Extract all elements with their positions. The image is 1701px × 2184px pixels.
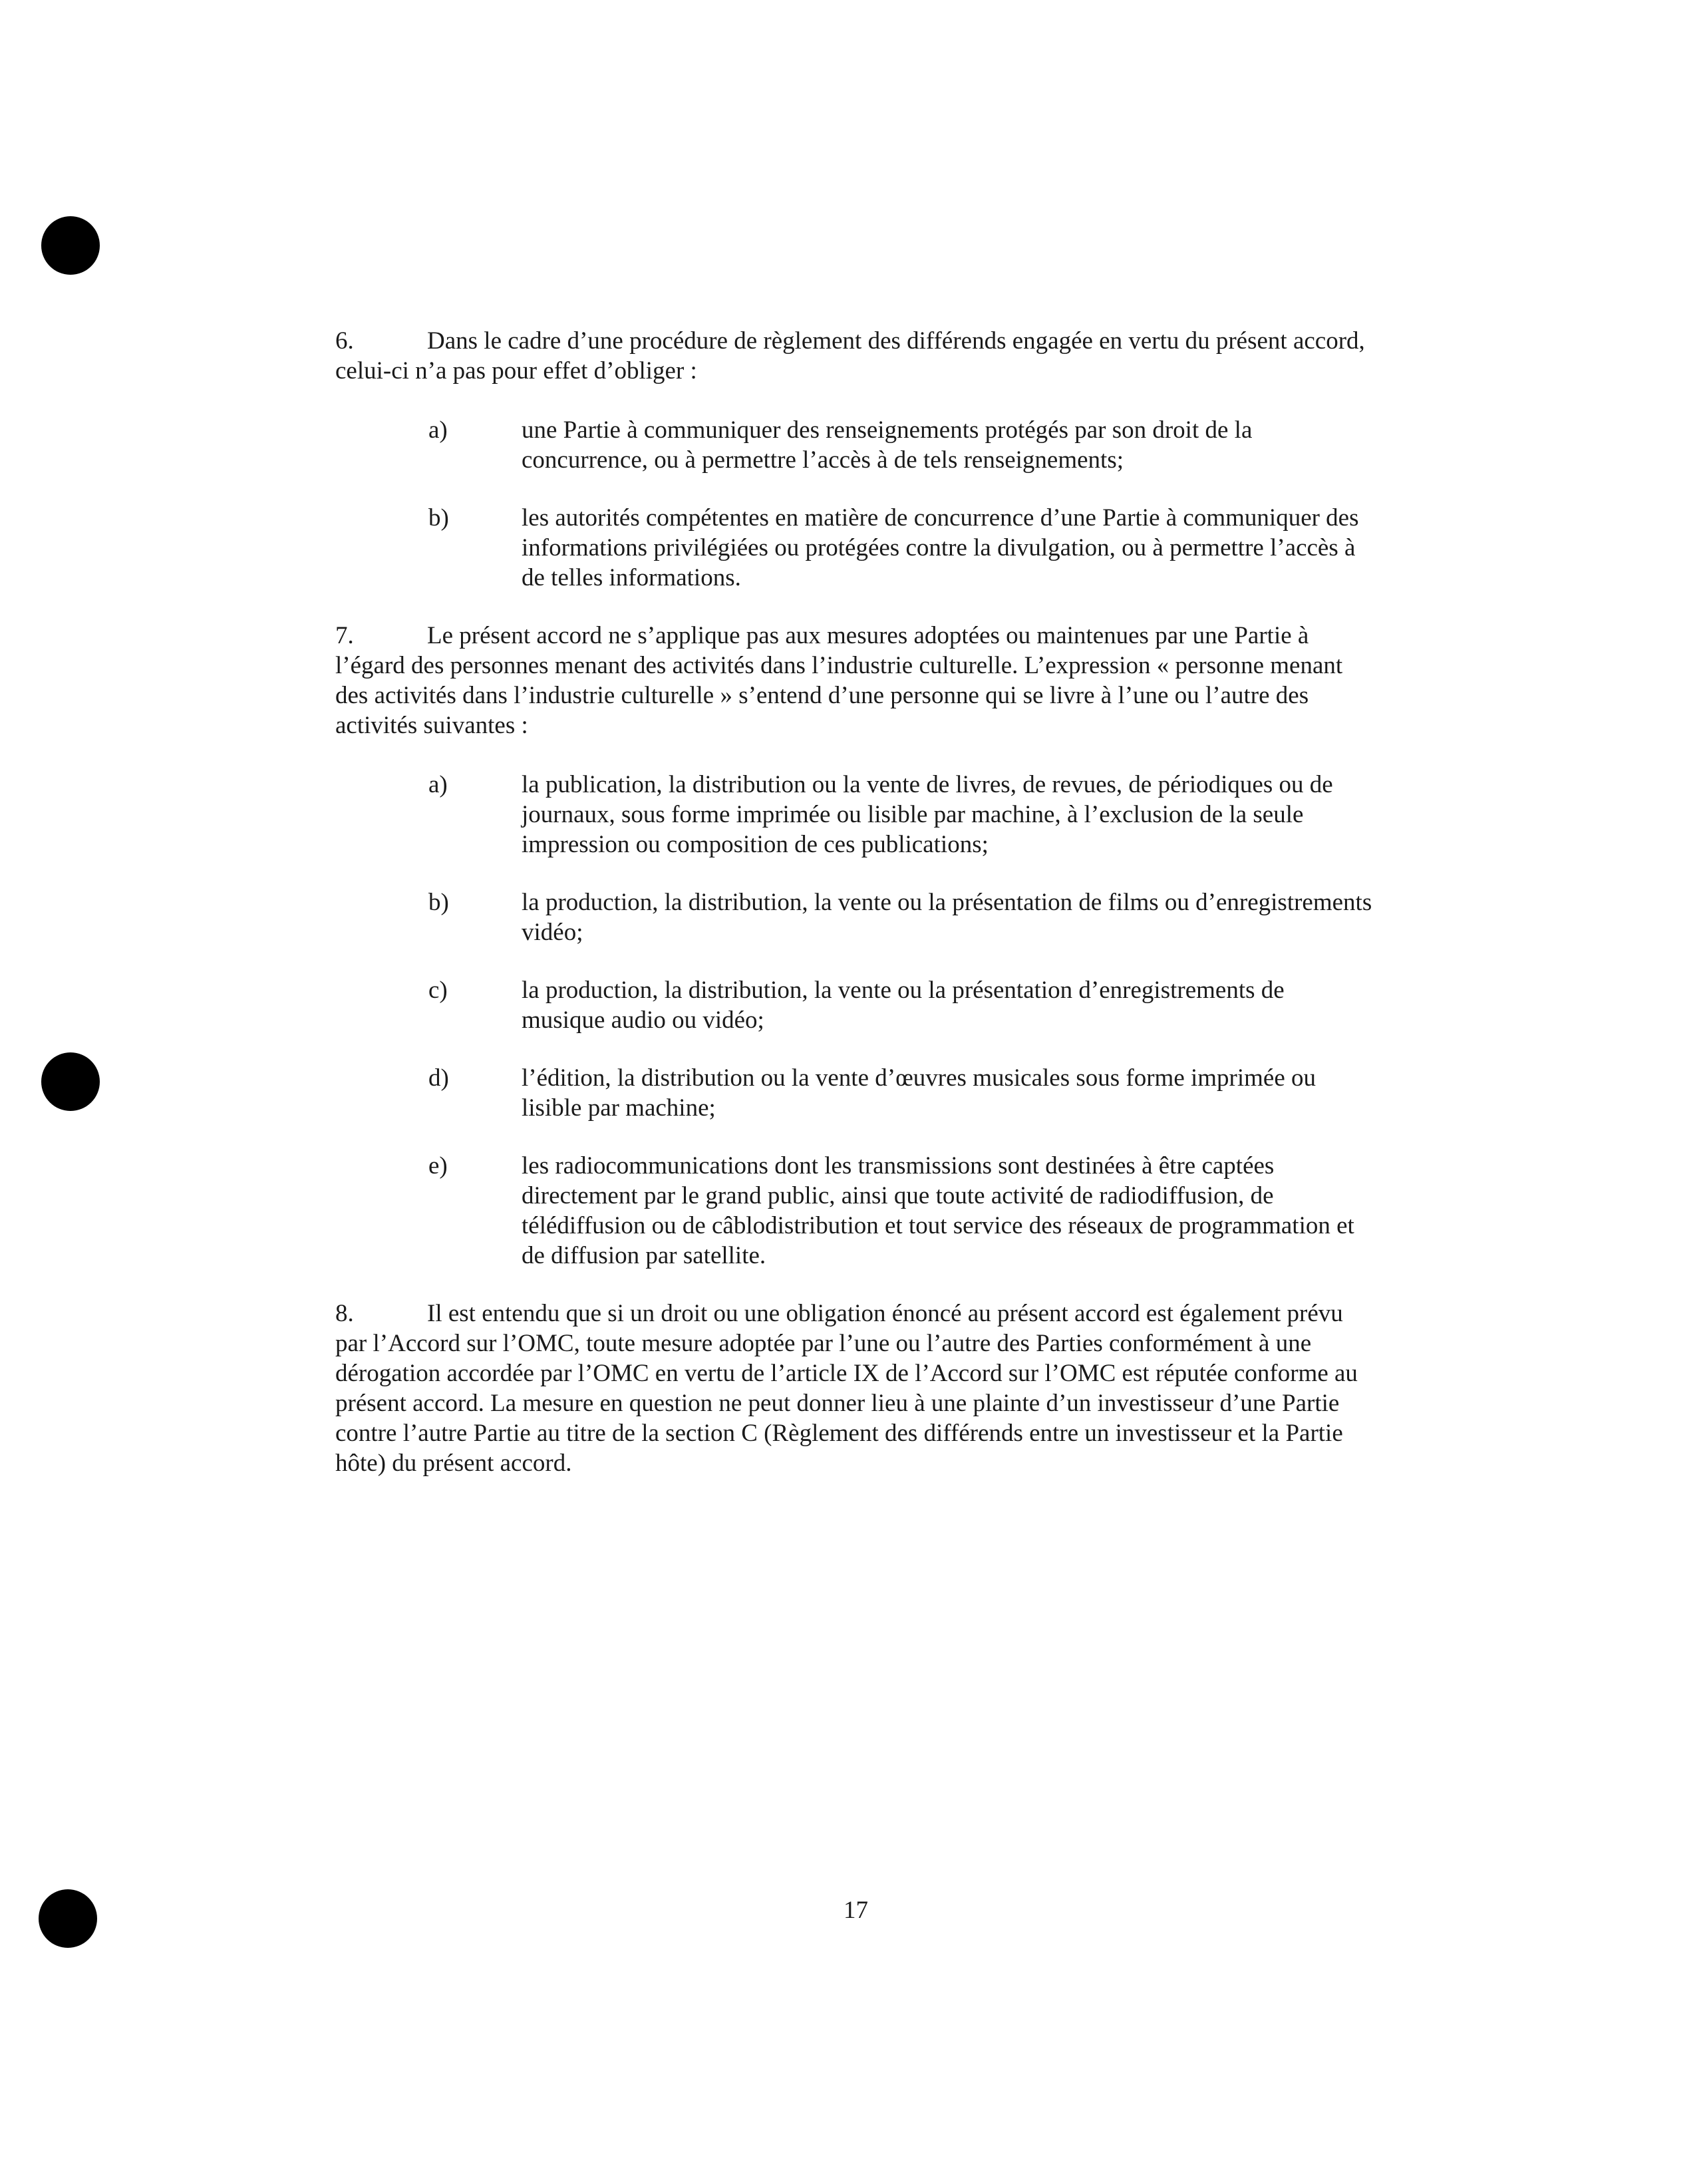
item-text: la publication, la distribution ou la vente de livres, de revues, de périodiques ou de journaux, sous forme imprimée ou lisible par machine, à l’exclusion de la seule impression ou composition de ces publications; [522, 771, 1333, 858]
paragraph-number: 6. [335, 327, 354, 355]
paragraph-text: Dans le cadre d’une procédure de règlement des différends engagée en vertu du présent accord, celui-ci n’a pas pour effet d’obliger : [335, 327, 1365, 385]
paragraph-text: Il est entendu que si un droit ou une obligation énoncé au présent accord est également prévu par l’Accord sur l’OMC, toute mesure adoptée par l’une ou l’autre des Parties conformément à une dérogation accordée par l’OMC en vertu de l’article IX de l’Accord sur l’OMC est réputée conforme au présent accord. La mesure en question ne peut donner lieu à une plainte d’un investisseur d’une Partie contre l’autre Partie au titre de la section C (Règlement des différends entre un investisseur et la Partie hôte) du présent accord. [335, 1300, 1358, 1477]
item-label: c) [428, 977, 448, 1004]
document-body [335, 326, 1373, 1478]
paragraph-6-items [427, 415, 1373, 593]
paragraph-number: 7. [335, 622, 354, 649]
list-item [427, 770, 1373, 859]
list-item [427, 503, 1373, 593]
item-text: les autorités compétentes en matière de concurrence d’une Partie à communiquer des informations privilégiées ou protégées contre la divulgation, ou à permettre l’accès à de telles informations. [522, 504, 1359, 591]
item-text: la production, la distribution, la vente ou la présentation de films ou d’enregistrements vidéo; [522, 889, 1372, 946]
item-label: a) [428, 771, 448, 798]
item-label: e) [428, 1152, 448, 1179]
punch-hole [41, 216, 100, 275]
paragraph-7-items [427, 770, 1373, 1271]
list-item [427, 887, 1373, 947]
list-item [427, 975, 1373, 1035]
paragraph-7 [335, 621, 1373, 740]
item-text: les radiocommunications dont les transmissions sont destinées à être captées directement par le grand public, ainsi que toute activité de radiodiffusion, de télédiffusion ou de câblodistribution et tout service des réseaux de programmation et de diffusion par satellite. [522, 1152, 1354, 1269]
paragraph-6 [335, 326, 1373, 386]
item-label: b) [428, 889, 449, 916]
item-text: la production, la distribution, la vente ou la présentation d’enregistrements de musique audio ou vidéo; [522, 977, 1285, 1034]
item-label: b) [428, 504, 449, 532]
item-text: une Partie à communiquer des renseignements protégés par son droit de la concurrence, ou à permettre l’accès à de tels renseignements; [522, 416, 1253, 474]
list-item [427, 1151, 1373, 1271]
list-item [427, 1063, 1373, 1123]
punch-hole [39, 1889, 97, 1948]
page-number: 17 [844, 1897, 868, 1924]
paragraph-text: Le présent accord ne s’applique pas aux mesures adoptées ou maintenues par une Partie à l’égard des personnes menant des activités dans l’industrie culturelle. L’expression « personne menant des activités dans l’industrie culturelle » s’entend d’une personne qui se livre à l’une ou l’autre des activités suivantes : [335, 622, 1343, 739]
item-label: a) [428, 416, 448, 444]
item-label: d) [428, 1064, 449, 1092]
list-item [427, 415, 1373, 475]
item-text: l’édition, la distribution ou la vente d’œuvres musicales sous forme imprimée ou lisible par machine; [522, 1064, 1316, 1122]
paragraph-number: 8. [335, 1300, 354, 1327]
punch-hole [41, 1052, 100, 1111]
paragraph-8 [335, 1299, 1373, 1478]
